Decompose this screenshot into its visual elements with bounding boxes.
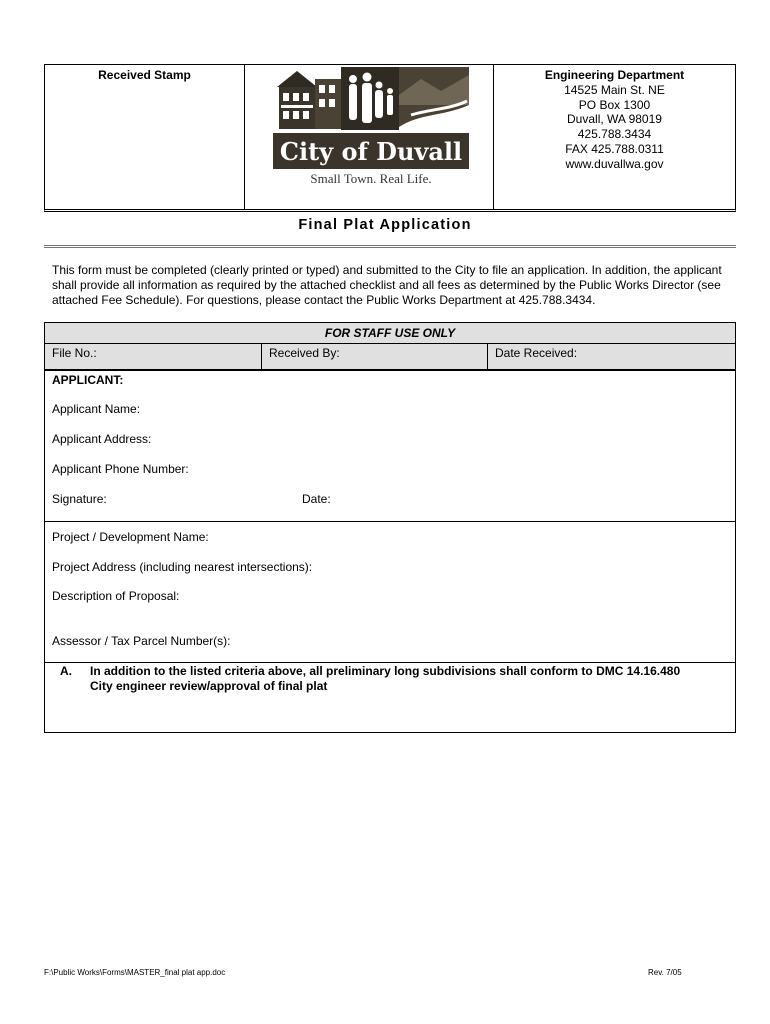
staff-use-row	[44, 343, 736, 371]
city-logo	[271, 65, 471, 190]
logo-cell	[245, 65, 494, 209]
intro-paragraph: This form must be completed (clearly printed or typed) and submitted to the City to file an application. In addition, the applicant shall provide all information as required by the attached checklist and all fees as determined by the Public Works Director (see attached Fee Schedule). For questions, please contact the Public Works Department at 425.788.3434.	[52, 263, 722, 307]
page-title: Final Plat Application	[298, 217, 472, 233]
proposal-description-field[interactable]: Description of Proposal:	[52, 589, 180, 603]
project-address-field[interactable]: Project Address (including nearest intersections):	[52, 560, 313, 574]
department-website[interactable]: www.duvallwa.gov	[565, 156, 664, 171]
criteria-line-2: City engineer review/approval of final plat	[90, 679, 328, 693]
project-name-field[interactable]: Project / Development Name:	[52, 530, 209, 544]
department-fax: FAX 425.788.0311	[565, 141, 664, 156]
applicant-name-field[interactable]: Applicant Name:	[52, 402, 141, 416]
applicant-section	[44, 370, 736, 522]
applicant-phone-field[interactable]: Applicant Phone Number:	[52, 462, 189, 476]
received-by-field[interactable]: Received By:	[262, 344, 488, 369]
signature-date-field[interactable]: Date:	[302, 492, 331, 506]
logo-tagline-text: Small Town. Real Life.	[310, 171, 432, 186]
address-line-1: 14525 Main St. NE	[564, 82, 665, 97]
address-line-2: PO Box 1300	[578, 97, 651, 112]
parcel-number-field[interactable]: Assessor / Tax Parcel Number(s):	[52, 634, 231, 648]
department-address-cell	[494, 65, 735, 209]
footer-revision: Rev. 7/05	[648, 968, 682, 977]
criteria-line-1: In addition to the listed criteria above, all preliminary long subdivisions shall conform to DMC 14.16.480	[90, 664, 681, 678]
applicant-address-field[interactable]: Applicant Address:	[52, 432, 152, 446]
staff-use-heading: FOR STAFF USE ONLY	[44, 322, 736, 344]
date-received-field[interactable]: Date Received:	[495, 346, 578, 360]
applicant-heading: APPLICANT:	[52, 373, 124, 387]
department-phone: 425.788.3434	[577, 127, 652, 142]
address-line-3: Duvall, WA 98019	[567, 112, 662, 127]
signature-field[interactable]: Signature:	[52, 492, 107, 506]
received-stamp-cell	[45, 65, 245, 209]
logo-name-text: City of Duvall	[279, 137, 463, 166]
header-table	[44, 64, 736, 212]
title-divider	[44, 245, 736, 248]
criteria-letter: A.	[60, 664, 72, 678]
footer-file-path: F:\Public Works\Forms\MASTER_final plat app.doc	[44, 968, 226, 977]
received-stamp-label: Received Stamp	[98, 68, 191, 82]
department-name: Engineering Department	[544, 68, 685, 82]
file-no-field[interactable]: File No.:	[45, 344, 262, 369]
